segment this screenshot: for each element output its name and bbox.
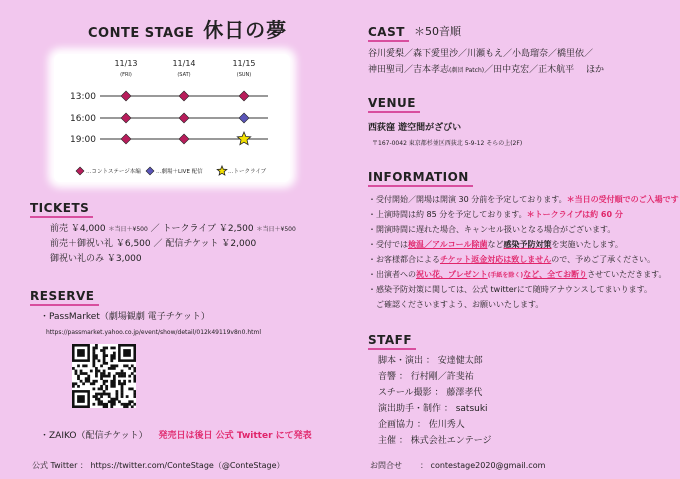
qr-code — [72, 344, 136, 408]
qr-module — [123, 382, 126, 385]
qr-module — [87, 375, 90, 378]
cast-line-2-b: ／田中克宏／正木航平 ほか — [484, 65, 604, 75]
legend-diamond-icon — [146, 167, 154, 175]
qr-module — [103, 354, 106, 357]
info-line-6 — [368, 269, 667, 282]
info-6-c: など、全てお断り — [523, 270, 588, 279]
qr-module — [108, 372, 111, 375]
info-6-a: ・出演者への — [368, 270, 416, 279]
qr-module — [95, 393, 98, 396]
qr-module — [103, 372, 106, 375]
performance-diamond-icon — [121, 134, 131, 144]
qr-module — [92, 380, 95, 383]
qr-module — [113, 403, 116, 406]
qr-module — [103, 357, 106, 360]
qr-module — [110, 347, 113, 350]
qr-module — [110, 405, 113, 408]
info-6-d: させていただきます。 — [587, 270, 667, 279]
qr-module — [80, 380, 83, 383]
qr-module — [92, 388, 95, 391]
qr-module — [92, 364, 95, 367]
qr-module — [98, 400, 101, 403]
qr-module — [77, 385, 80, 388]
qr-module — [121, 382, 124, 385]
qr-module — [87, 380, 90, 383]
qr-module — [118, 380, 121, 383]
qr-module — [113, 380, 116, 383]
qr-module — [92, 395, 95, 398]
info-1-text: ・受付開始／開場は開演 30 分前を予定しております。 — [368, 195, 567, 204]
info-2-text: ・上演時間は約 85 分を予定しております。 — [368, 210, 527, 219]
ticket-talklive-note: ＊当日＋¥500 — [256, 226, 296, 233]
legend-star-icon — [217, 166, 227, 175]
schedule-panel — [54, 54, 290, 182]
qr-module — [72, 382, 75, 385]
qr-module — [133, 367, 136, 370]
qr-module — [110, 380, 113, 383]
qr-module — [77, 377, 80, 380]
time-label: 13:00 — [70, 92, 96, 102]
qr-module — [75, 382, 78, 385]
date-label: 11/14 — [172, 59, 196, 68]
qr-module — [110, 385, 113, 388]
tickets-line-1 — [50, 223, 296, 236]
schedule-grid — [54, 54, 290, 182]
qr-module — [95, 357, 98, 360]
qr-module — [128, 375, 131, 378]
qr-module — [131, 405, 134, 408]
qr-module — [113, 357, 116, 360]
date-label: 11/13 — [114, 59, 138, 68]
qr-module — [128, 380, 131, 383]
info-6-highlight: 祝い花、プレゼント — [416, 270, 488, 279]
cast-note: ＊50音順 — [414, 25, 461, 38]
qr-module — [95, 344, 98, 347]
qr-module — [121, 403, 124, 406]
qr-module — [105, 375, 108, 378]
qr-module — [108, 400, 111, 403]
cast-line-2-a: 神田聖司／吉本孝志 — [368, 65, 450, 75]
qr-module — [77, 375, 80, 378]
qr-module — [92, 382, 95, 385]
qr-module — [121, 393, 124, 396]
qr-module — [103, 370, 106, 373]
qr-module — [72, 385, 75, 388]
tickets-heading: TICKETS — [30, 201, 93, 218]
qr-module — [116, 395, 119, 398]
qr-module — [77, 364, 80, 367]
qr-module — [113, 364, 116, 367]
qr-module — [133, 375, 136, 378]
info-2-highlight: ＊トークライブは約 60 分 — [526, 210, 623, 219]
qr-module — [100, 364, 103, 367]
qr-module — [80, 372, 83, 375]
qr-module — [92, 362, 95, 365]
info-4-d: 感染予防対策 — [503, 240, 552, 249]
qr-module — [100, 375, 103, 378]
qr-module — [100, 400, 103, 403]
qr-module — [82, 382, 85, 385]
qr-module — [105, 385, 108, 388]
qr-module — [103, 393, 106, 396]
qr-module — [126, 395, 129, 398]
cast-heading — [368, 25, 409, 42]
qr-module — [126, 403, 129, 406]
info-4-highlight: 検温／アルコール除菌 — [408, 240, 488, 249]
ticket-advance: 前売 ￥4,000 — [50, 224, 106, 234]
cast-line-1: 谷川愛梨／森下愛里沙／川瀬もえ／小島瑠奈／橋里依／ — [368, 49, 594, 59]
qr-module — [85, 372, 88, 375]
qr-module — [92, 352, 95, 355]
qr-module — [110, 357, 113, 360]
qr-module — [90, 382, 93, 385]
qr-module — [95, 347, 98, 350]
header — [88, 14, 287, 43]
performance-diamond-icon — [239, 113, 249, 123]
qr-module — [123, 372, 126, 375]
qr-module — [75, 372, 78, 375]
staff-row: 演出助手・制作 ： satsuki — [378, 404, 488, 414]
qr-module — [95, 367, 98, 370]
info-5-a: ・お客様都合による — [368, 255, 440, 264]
zaiko-note: 発売日は後日 公式 Twitter にて発表 — [158, 431, 312, 441]
qr-module — [116, 398, 119, 401]
qr-module — [103, 375, 106, 378]
qr-module — [121, 372, 124, 375]
info-line-8: ご確認くださいますよう、お願いいたします。 — [368, 300, 544, 309]
performance-diamond-icon — [239, 91, 249, 101]
zaiko-line — [40, 430, 312, 442]
performance-diamond-icon — [179, 134, 189, 144]
qr-module — [103, 405, 106, 408]
passmarket-url[interactable]: https://passmarket.yahoo.co.jp/event/show/detail/012k49119v8n0.html — [46, 329, 261, 336]
qr-module — [118, 375, 121, 378]
qr-module — [105, 347, 108, 350]
talklive-star-icon — [237, 132, 250, 145]
day-label: (FRI) — [120, 72, 132, 78]
qr-module — [82, 372, 85, 375]
info-5-c: ので、予めご了承ください。 — [551, 255, 656, 264]
qr-module — [103, 380, 106, 383]
qr-module — [121, 395, 124, 398]
footer-contact-label: お問合せ — [370, 461, 402, 470]
qr-module — [123, 364, 126, 367]
qr-module — [116, 393, 119, 396]
info-4-a: ・受付では — [368, 240, 408, 249]
qr-module — [100, 377, 103, 380]
footer-contact-value[interactable]: ： contestage2020@gmail.com — [420, 461, 546, 470]
legend-label: …トークライブ — [228, 169, 267, 175]
qr-module — [110, 367, 113, 370]
qr-module — [133, 395, 136, 398]
qr-module — [98, 388, 101, 391]
qr-module — [118, 382, 121, 385]
qr-module — [131, 364, 134, 367]
qr-module — [113, 377, 116, 380]
qr-module — [116, 364, 119, 367]
page-title: 休日の夢 — [203, 18, 288, 42]
qr-module — [126, 405, 129, 408]
info-line-3: ・開演時間に遅れた場合、キャンセル扱いとなる場合がございます。 — [368, 225, 616, 234]
qr-module — [131, 372, 134, 375]
qr-module — [75, 370, 78, 373]
qr-module — [85, 380, 88, 383]
staff-row: 主催 ： 株式会社エンテージ — [378, 436, 492, 446]
qr-module — [108, 395, 111, 398]
qr-module — [105, 405, 108, 408]
qr-module — [95, 354, 98, 357]
qr-module — [92, 403, 95, 406]
qr-module — [100, 393, 103, 396]
qr-module — [123, 375, 126, 378]
qr-module — [98, 359, 101, 362]
performance-diamond-icon — [179, 91, 189, 101]
staff-row: 音響 ： 行村剛／許斐祐 — [378, 372, 474, 382]
reserve-heading: RESERVE — [30, 289, 99, 306]
venue-heading: VENUE — [368, 96, 420, 113]
qr-module — [85, 377, 88, 380]
info-line-7: ・感染予防対策に関しては、公式 twitterにて随時アナウンスしてまいります。 — [368, 285, 653, 294]
qr-module — [103, 390, 106, 393]
qr-module — [105, 362, 108, 365]
qr-module — [131, 388, 134, 391]
qr-module — [113, 347, 116, 350]
qr-finder-core — [123, 349, 131, 357]
qr-module — [126, 364, 129, 367]
cast-heading-label: CAST — [368, 25, 405, 39]
qr-module — [95, 372, 98, 375]
info-5-highlight: チケット返金対応は致しません — [440, 255, 552, 264]
qr-module — [110, 354, 113, 357]
qr-code-image — [72, 344, 136, 408]
qr-module — [95, 370, 98, 373]
qr-module — [100, 385, 103, 388]
qr-module — [116, 372, 119, 375]
qr-module — [103, 347, 106, 350]
info-1-highlight: ＊当日の受付順でのご入場です — [566, 195, 679, 204]
ticket-advance-note: ＊当日＋¥500 — [108, 226, 148, 233]
qr-module — [98, 370, 101, 373]
info-line-1 — [368, 194, 679, 206]
footer-twitter[interactable]: 公式 Twitter ： https://twitter.com/ConteStage（@ConteStage） — [32, 461, 285, 470]
qr-module — [95, 380, 98, 383]
legend-diamond-icon — [76, 167, 84, 175]
qr-module — [100, 388, 103, 391]
qr-module — [105, 354, 108, 357]
qr-module — [103, 362, 106, 365]
qr-module — [121, 390, 124, 393]
qr-module — [118, 372, 121, 375]
qr-module — [82, 364, 85, 367]
qr-module — [133, 393, 136, 396]
qr-module — [103, 382, 106, 385]
qr-module — [110, 359, 113, 362]
qr-module — [103, 359, 106, 362]
qr-module — [113, 367, 116, 370]
qr-module — [103, 403, 106, 406]
qr-finder-core — [77, 395, 85, 403]
legend-label: …劇場＋LIVE 配信 — [156, 169, 203, 175]
qr-module — [98, 398, 101, 401]
qr-module — [118, 400, 121, 403]
qr-module — [105, 403, 108, 406]
qr-finder-core — [77, 349, 85, 357]
qr-module — [133, 403, 136, 406]
qr-module — [95, 375, 98, 378]
tickets-line-2: 前売＋御祝い礼 ￥6,500 ／ 配信チケット ￥2,000 — [50, 239, 257, 249]
info-line-5 — [368, 254, 655, 266]
qr-module — [100, 349, 103, 352]
staff-row: 企画協力 ： 佐川秀人 — [378, 420, 465, 430]
qr-module — [100, 372, 103, 375]
qr-module — [110, 398, 113, 401]
staff-heading: STAFF — [368, 333, 416, 350]
qr-module — [110, 382, 113, 385]
qr-module — [123, 405, 126, 408]
qr-module — [121, 385, 124, 388]
info-line-2 — [368, 209, 623, 221]
qr-module — [113, 352, 116, 355]
qr-module — [90, 370, 93, 373]
qr-module — [110, 364, 113, 367]
time-label: 16:00 — [70, 114, 96, 124]
performance-diamond-icon — [121, 91, 131, 101]
qr-module — [98, 403, 101, 406]
qr-module — [103, 352, 106, 355]
qr-module — [133, 390, 136, 393]
info-4-e: を実施いたします。 — [551, 240, 623, 249]
qr-module — [92, 354, 95, 357]
date-label: 11/15 — [232, 59, 256, 68]
qr-module — [113, 400, 116, 403]
info-4-c: など — [487, 240, 504, 249]
qr-module — [108, 375, 111, 378]
qr-module — [123, 403, 126, 406]
qr-module — [128, 400, 131, 403]
qr-module — [113, 375, 116, 378]
performance-diamond-icon — [121, 113, 131, 123]
qr-module — [121, 375, 124, 378]
qr-module — [105, 393, 108, 396]
qr-module — [113, 398, 116, 401]
qr-module — [113, 354, 116, 357]
qr-module — [108, 367, 111, 370]
qr-module — [72, 367, 75, 370]
tickets-line-3: 御祝い礼のみ ￥3,000 — [50, 254, 142, 264]
qr-module — [108, 393, 111, 396]
qr-module — [133, 370, 136, 373]
info-line-4 — [368, 239, 623, 251]
qr-module — [92, 349, 95, 352]
qr-module — [128, 403, 131, 406]
venue-address: 〒167-0042 東京都杉並区西荻北 5-9-12 そらの上(2F) — [372, 140, 523, 147]
stage-label: CONTE STAGE — [88, 26, 195, 41]
qr-module — [131, 400, 134, 403]
qr-module — [95, 395, 98, 398]
qr-module — [92, 359, 95, 362]
staff-row: スチール撮影 ： 藤澤孝代 — [378, 388, 483, 398]
qr-module — [100, 403, 103, 406]
qr-module — [133, 380, 136, 383]
qr-module — [113, 385, 116, 388]
time-label: 19:00 — [70, 135, 96, 145]
qr-module — [105, 380, 108, 383]
qr-module — [133, 377, 136, 380]
day-label: (SAT) — [177, 72, 191, 78]
qr-module — [113, 382, 116, 385]
info-6-small: (手紙を除く) — [487, 272, 524, 279]
qr-module — [128, 388, 131, 391]
qr-module — [98, 393, 101, 396]
qr-module — [110, 400, 113, 403]
cast-line-2 — [368, 64, 604, 77]
qr-module — [128, 367, 131, 370]
staff-row: 脚本・演出 ： 安達健太郎 — [378, 356, 483, 366]
ticket-talklive: ／ トークライブ ￥2,500 — [150, 224, 254, 234]
zaiko-label: ・ZAIKO（配信チケット） — [40, 431, 148, 441]
information-heading: INFORMATION — [368, 170, 473, 187]
legend-label: …コントステージ本編 — [86, 169, 141, 175]
qr-module — [105, 388, 108, 391]
cast-affiliation: (劇団 Patch) — [449, 67, 485, 74]
qr-module — [121, 370, 124, 373]
qr-module — [123, 380, 126, 383]
qr-module — [92, 357, 95, 360]
qr-module — [87, 377, 90, 380]
qr-module — [100, 395, 103, 398]
qr-module — [85, 364, 88, 367]
qr-module — [116, 390, 119, 393]
qr-module — [95, 398, 98, 401]
day-label: (SUN) — [236, 72, 252, 78]
qr-module — [110, 403, 113, 406]
qr-module — [121, 388, 124, 391]
qr-module — [92, 347, 95, 350]
qr-module — [103, 349, 106, 352]
passmarket-label: ・PassMarket（劇場観劇 電子チケット） — [40, 312, 210, 322]
performance-diamond-icon — [179, 113, 189, 123]
venue-name: 西荻窪 遊空間がざびい — [368, 123, 462, 133]
qr-module — [80, 370, 83, 373]
